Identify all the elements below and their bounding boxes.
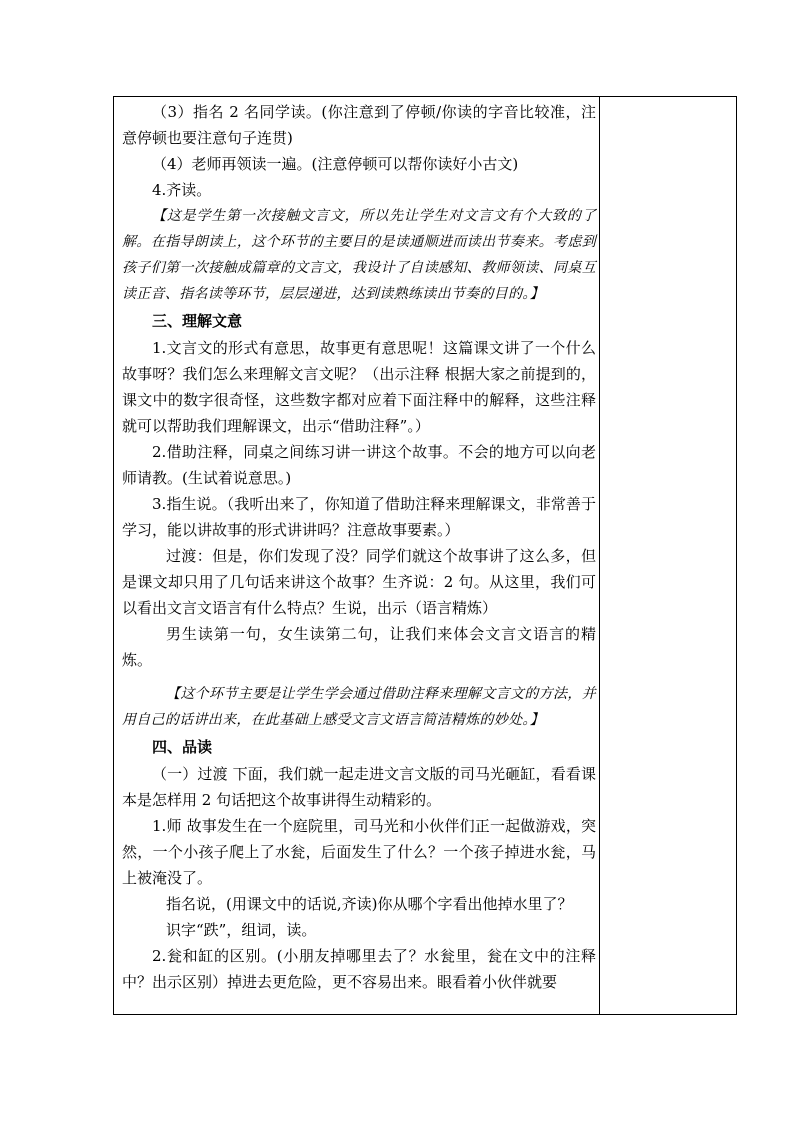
paragraph-step-3: （3）指名 2 名同学读。(你注意到了停顿/你读的字音比较准，注意停顿也要注意句子连贯): [122, 103, 596, 147]
paragraph-understand-3: 3.指生说。（我听出来了，你知道了借助注释来理解课文，非常善于学习，能以讲故事的形式讲讲吗？注意故事要素。）: [122, 495, 596, 539]
paragraph-step-4: （4）老师再领读一遍。(注意停顿可以帮你读好小古文): [152, 155, 519, 173]
paragraph-weng-gang: 2.瓮和缸的区别。(小朋友掉哪里去了？水瓮里，瓮在文中的注释中？出示区别）掉进去更危险，更不容易出来。眼看着小伙伴就要: [122, 947, 596, 991]
design-note-understand: 【这个环节主要是让学生学会通过借助注释来理解文言文的方法，并用自己的话讲出来，在此基础上感受文言文语言简洁精炼的妙处。】: [122, 686, 596, 728]
paragraph-learn-character: 识字“跌”，组词，读。: [166, 921, 317, 939]
notes-column: [598, 96, 737, 1015]
section-heading-4: 四、品读: [152, 738, 213, 756]
paragraph-understand-2: 2.借助注释，同桌之间练习讲一讲这个故事。不会的地方可以向老师请教。(生试着说意思。): [122, 443, 596, 487]
paragraph-teacher-story: 1.师 故事发生在一个庭院里，司马光和小伙伴们正一起做游戏，突然，一个小孩子爬上了水瓮，后面发生了什么？一个孩子掉进水瓮，马上被淹没了。: [122, 817, 596, 887]
paragraph-name-call: 指名说，(用课文中的话说,齐读)你从哪个字看出他掉水里了？: [166, 895, 573, 913]
design-note-reading: 【这是学生第一次接触文言文，所以先让学生对文言文有个大致的了解。在指导朗读上，这个环节的主要目的是读通顺进而读出节奏来。考虑到孩子们第一次接触成篇章的文言文，我设计了自读感知、教师领读、同桌互读正音、指名读等环节，层层递进，达到读熟练读出节奏的目的。】: [122, 208, 596, 302]
paragraph-boys-girls-read: 男生读第一句，女生读第二句，让我们来体会文言文语言的精炼。: [122, 625, 596, 669]
lesson-text-cell: [122, 99, 596, 995]
paragraph-understand-1: 1.文言文的形式有意思，故事更有意思呢！这篇课文讲了一个什么故事呀？我们怎么来理解文言文呢？（出示注释 根据大家之前提到的，课文中的数字很奇怪，这些数字都对应着下面注释中的解释，这些注释就可以帮助我们理解课文，出示“借助注释”。）: [122, 339, 596, 435]
paragraph-transition: 过渡：但是，你们发现了没？同学们就这个故事讲了这么多，但是课文却只用了几句话来讲这个故事？生齐说：2 句。从这里，我们可以看出文言文语言有什么特点？生说，出示（语言精炼）: [122, 547, 596, 617]
paragraph-transition-2: （一）过渡 下面，我们就一起走进文言文版的司马光砸缸，看看课本是怎样用 2 句话把这个故事讲得生动精彩的。: [122, 765, 596, 809]
section-heading-3: 三、理解文意: [152, 312, 243, 330]
paragraph-qidu: 4.齐读。: [152, 181, 212, 199]
content-table: [113, 96, 600, 1015]
